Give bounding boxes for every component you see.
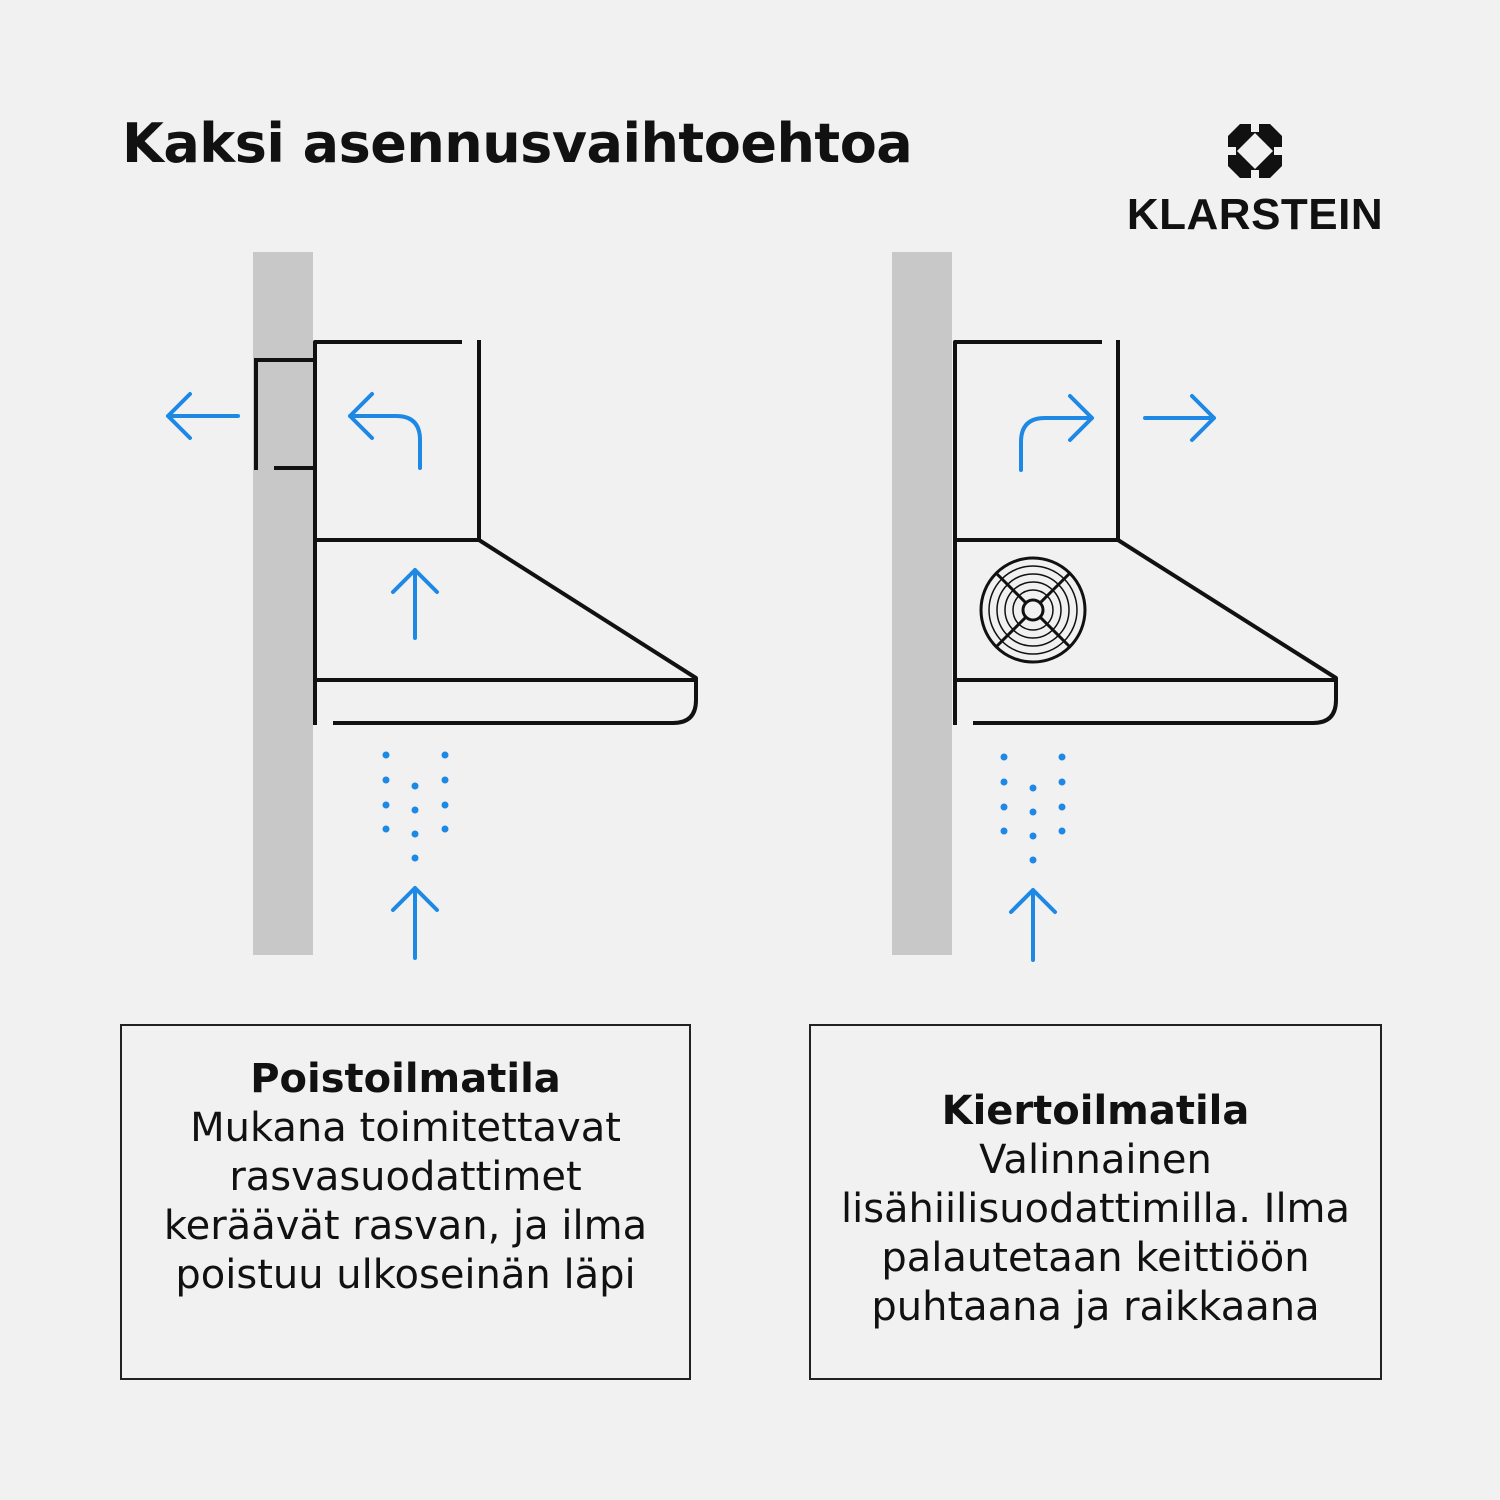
rising-air-dots	[383, 752, 449, 862]
mode-description: Mukana toimitettavat rasvasuodattimet keräävät rasvan, ja ilma poistuu ulkoseinän läpi	[163, 1104, 648, 1298]
hood-outline	[315, 340, 696, 725]
mode-description: Valinnainen lisähiilisuodattimilla. Ilma palautetaan keittiöön puhtaana ja raikkaana	[840, 1136, 1351, 1330]
recirculation-turn-arrow	[1021, 396, 1092, 470]
left-wall	[253, 252, 313, 955]
recirculation-mode-caption	[809, 1024, 1382, 1380]
mode-heading: Poistoilmatila	[250, 1055, 561, 1102]
recirculation-mode-diagram	[892, 252, 1336, 960]
page-title: Kaksi asennusvaihtoehtoa	[122, 112, 913, 175]
rising-air-dots	[1001, 754, 1066, 864]
hood-outline	[955, 340, 1336, 725]
hood-up-arrow	[393, 570, 437, 638]
intake-up-arrow	[393, 888, 437, 958]
fan-icon	[981, 558, 1085, 662]
intake-up-arrow	[1011, 890, 1055, 960]
brand-name: KLARSTEIN	[1126, 190, 1384, 239]
mode-heading: Kiertoilmatila	[941, 1087, 1250, 1134]
exhaust-mode-diagram	[168, 252, 696, 958]
exhaust-mode-caption	[120, 1024, 691, 1380]
right-wall	[892, 252, 952, 955]
recirculation-out-arrow	[1145, 396, 1214, 440]
exhaust-out-arrow	[168, 394, 238, 438]
exhaust-turn-arrow	[350, 394, 420, 468]
